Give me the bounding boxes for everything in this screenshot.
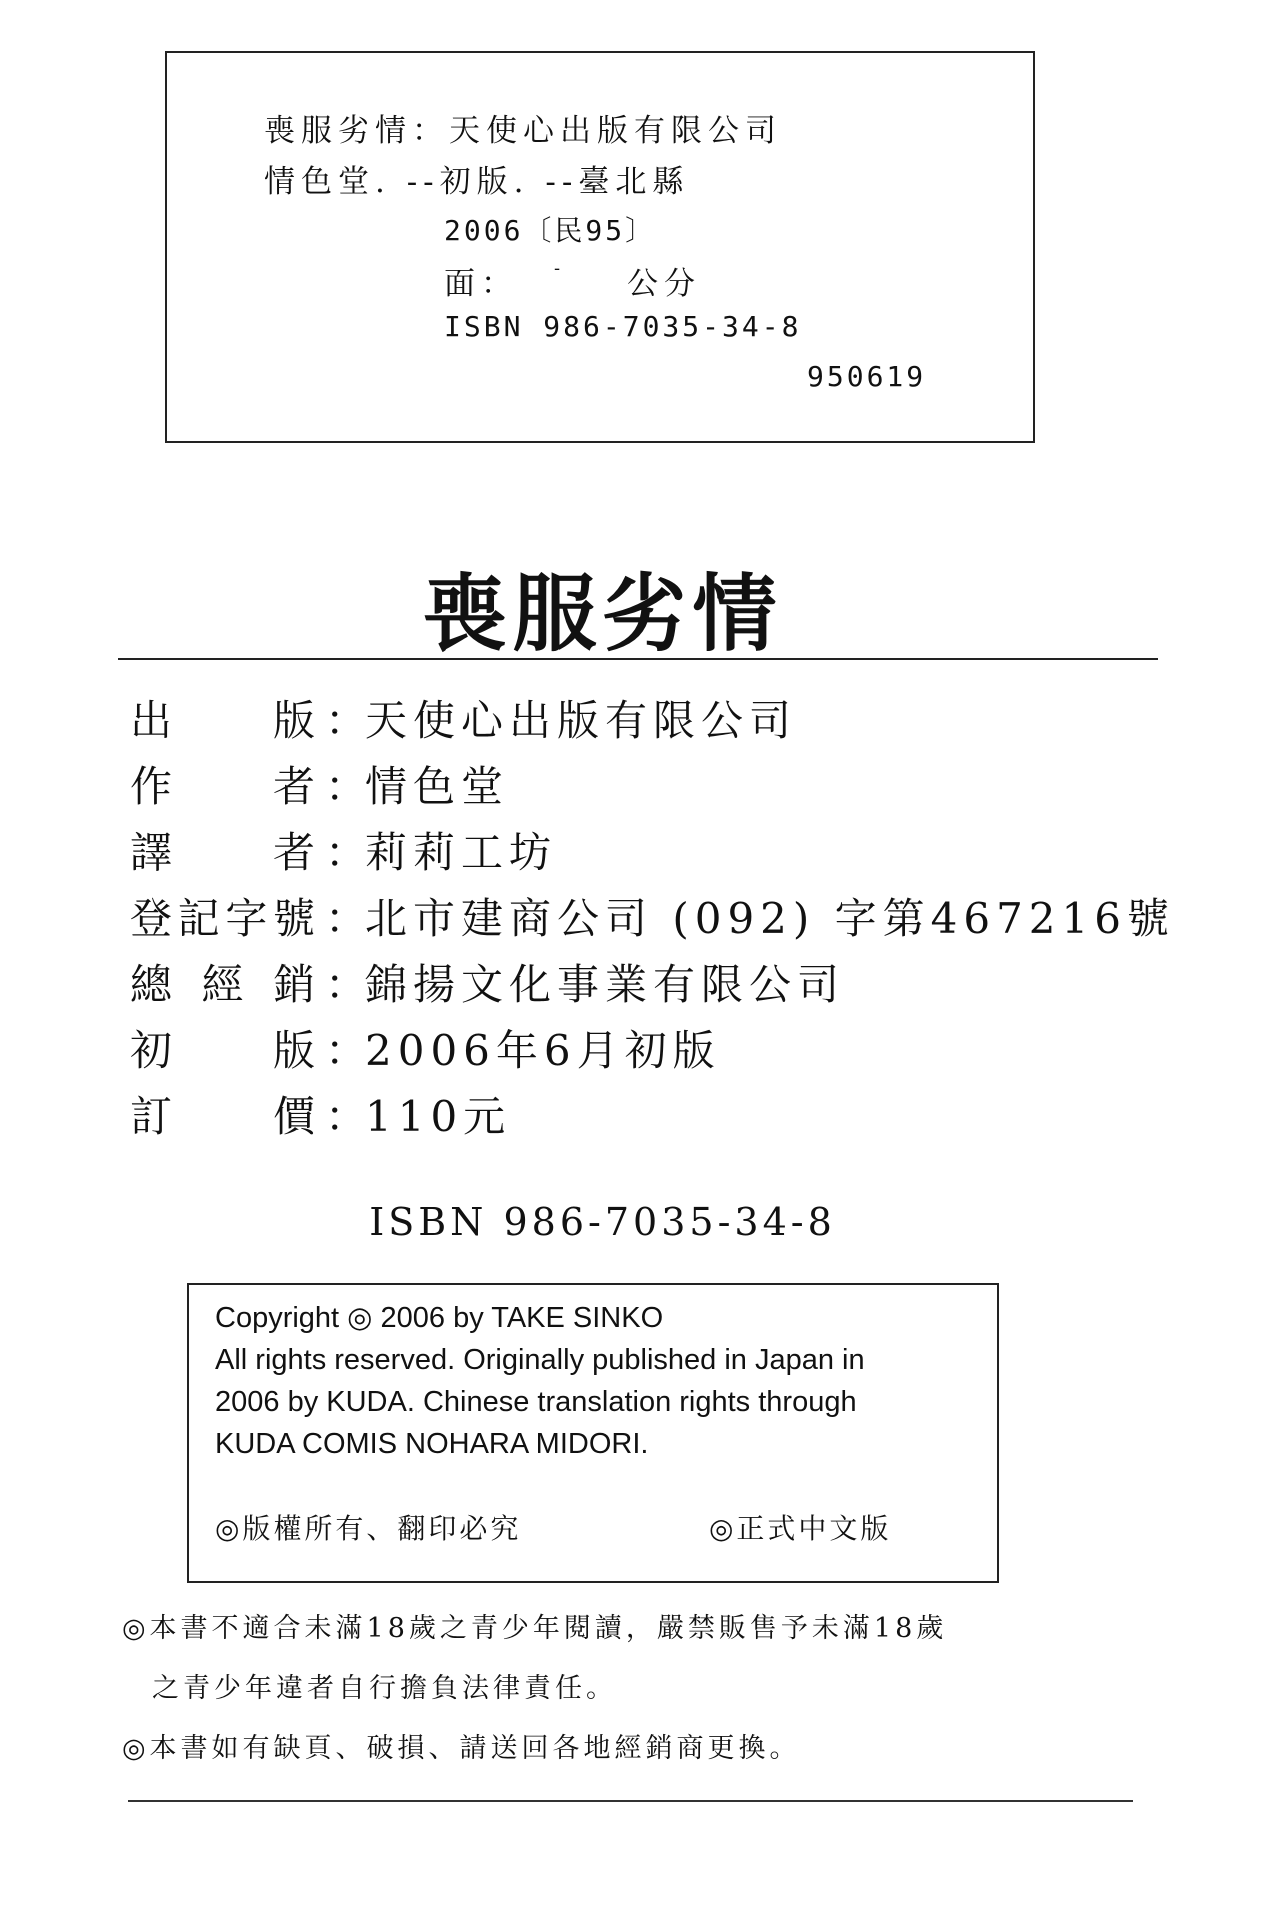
info-value: 天使心出版有限公司: [365, 696, 798, 745]
info-label: 總 經 銷: [130, 960, 315, 1009]
info-value: 情色堂: [365, 762, 510, 811]
info-label: 譯 者: [130, 828, 315, 877]
copyright-box: [187, 1283, 999, 1583]
title-divider: [118, 658, 1158, 660]
info-label: 出 版: [130, 696, 315, 745]
isbn: ISBN 986-7035-34-8: [369, 1200, 836, 1244]
info-label: 訂 價: [130, 1092, 315, 1141]
cip-year: 2006〔民95〕: [444, 214, 657, 247]
cip-isbn: ISBN 986-7035-34-8: [444, 310, 802, 343]
age-notice-line: ◎本書不適合未滿18歲之青少年閱讀，嚴禁販售予未滿18歲: [122, 1613, 948, 1644]
info-colon: ：: [325, 1092, 368, 1141]
info-label: 初 版: [130, 1026, 315, 1075]
info-colon: ：: [325, 696, 368, 745]
book-title: 喪服劣情: [422, 564, 783, 663]
cip-size-label: 公分: [627, 266, 701, 302]
info-colon: ：: [325, 960, 368, 1009]
official-edition-note: ◎正式中文版: [709, 1512, 892, 1545]
cip-pages-mid: -: [554, 258, 567, 279]
copyright-line: All rights reserved. Originally published in Japan in: [215, 1344, 865, 1376]
info-value: 北市建商公司 (092) 字第467216號: [365, 894, 1175, 943]
info-value: 110元: [365, 1092, 512, 1141]
cip-title-line: 喪服劣情：天使心出版有限公司: [264, 113, 782, 149]
cip-pages-label: 面：: [444, 266, 518, 302]
copyright-line: KUDA COMIS NOHARA MIDORI.: [215, 1428, 649, 1460]
bottom-divider: [128, 1800, 1133, 1802]
copyright-line: 2006 by KUDA. Chinese translation rights through: [215, 1386, 857, 1418]
info-colon: ：: [325, 1026, 368, 1075]
copyright-line: Copyright ◎ 2006 by TAKE SINKO: [215, 1302, 664, 1334]
info-value: 錦揚文化事業有限公司: [365, 960, 846, 1009]
copyright-text: [215, 1297, 985, 1465]
info-colon: ：: [325, 762, 368, 811]
cip-box: [165, 51, 1035, 443]
info-value: 2006年6月初版: [365, 1026, 721, 1075]
info-label: 作 者: [130, 762, 315, 811]
info-colon: ：: [325, 828, 368, 877]
info-colon: ：: [325, 894, 368, 943]
info-label: 登 記 字 號: [130, 894, 315, 943]
cip-edition-line: 情色堂. --初版. --臺北縣: [264, 164, 690, 200]
replacement-notice: ◎本書如有缺頁、破損、請送回各地經銷商更換。: [122, 1733, 801, 1764]
rights-reserved-note: ◎版權所有、翻印必究: [215, 1512, 522, 1545]
info-value: 莉莉工坊: [365, 828, 558, 877]
cip-code: 950619: [807, 360, 927, 393]
age-notice-line-2: 之青少年違者自行擔負法律責任。: [152, 1673, 617, 1704]
